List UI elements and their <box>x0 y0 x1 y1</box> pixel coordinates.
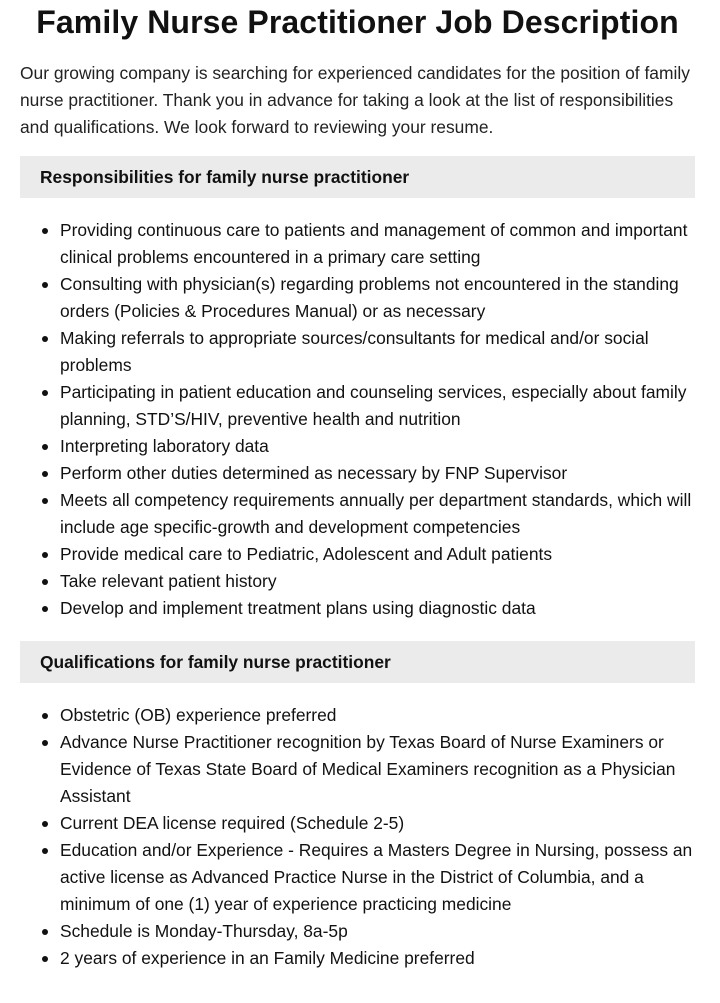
intro-paragraph: Our growing company is searching for experienced candidates for the position of family nurse practitioner. Thank you in advance for taking a look at the list of responsibilities and qualifications. We look forward to reviewing your resume. <box>20 63 690 137</box>
list-item: Current DEA license required (Schedule 2-5) <box>60 810 695 837</box>
qualifications-heading: Qualifications for family nurse practitioner <box>20 641 695 683</box>
list-item: Obstetric (OB) experience preferred <box>60 702 695 729</box>
list-item: Perform other duties determined as necessary by FNP Supervisor <box>60 460 695 487</box>
list-item: Making referrals to appropriate sources/consultants for medical and/or social problems <box>60 325 695 379</box>
list-item: Schedule is Monday-Thursday, 8a-5p <box>60 918 695 945</box>
list-item: Interpreting laboratory data <box>60 433 695 460</box>
responsibilities-heading: Responsibilities for family nurse practitioner <box>20 156 695 198</box>
list-item: Consulting with physician(s) regarding problems not encountered in the standing orders (Policies & Procedures Manual) or as necessary <box>60 271 695 325</box>
list-item: Develop and implement treatment plans using diagnostic data <box>60 595 695 622</box>
list-item: Education and/or Experience - Requires a Masters Degree in Nursing, possess an active license as Advanced Practice Nurse in the District of Columbia, and a minimum of one (1) year of experience practicing medicine <box>60 837 695 918</box>
list-item: Advance Nurse Practitioner recognition by Texas Board of Nurse Examiners or Evidence of Texas State Board of Medical Examiners recognition as a Physician Assistant <box>60 729 695 810</box>
qualifications-list <box>20 702 695 972</box>
page-title: Family Nurse Practitioner Job Description <box>36 4 679 40</box>
list-item: Providing continuous care to patients and management of common and important clinical problems encountered in a primary care setting <box>60 217 695 271</box>
list-item: Meets all competency requirements annually per department standards, which will include age specific-growth and development competencies <box>60 487 695 541</box>
responsibilities-list <box>20 217 695 622</box>
list-item: 2 years of experience in an Family Medicine preferred <box>60 945 695 972</box>
list-item: Provide medical care to Pediatric, Adolescent and Adult patients <box>60 541 695 568</box>
list-item: Participating in patient education and counseling services, especially about family planning, STD’S/HIV, preventive health and nutrition <box>60 379 695 433</box>
list-item: Take relevant patient history <box>60 568 695 595</box>
